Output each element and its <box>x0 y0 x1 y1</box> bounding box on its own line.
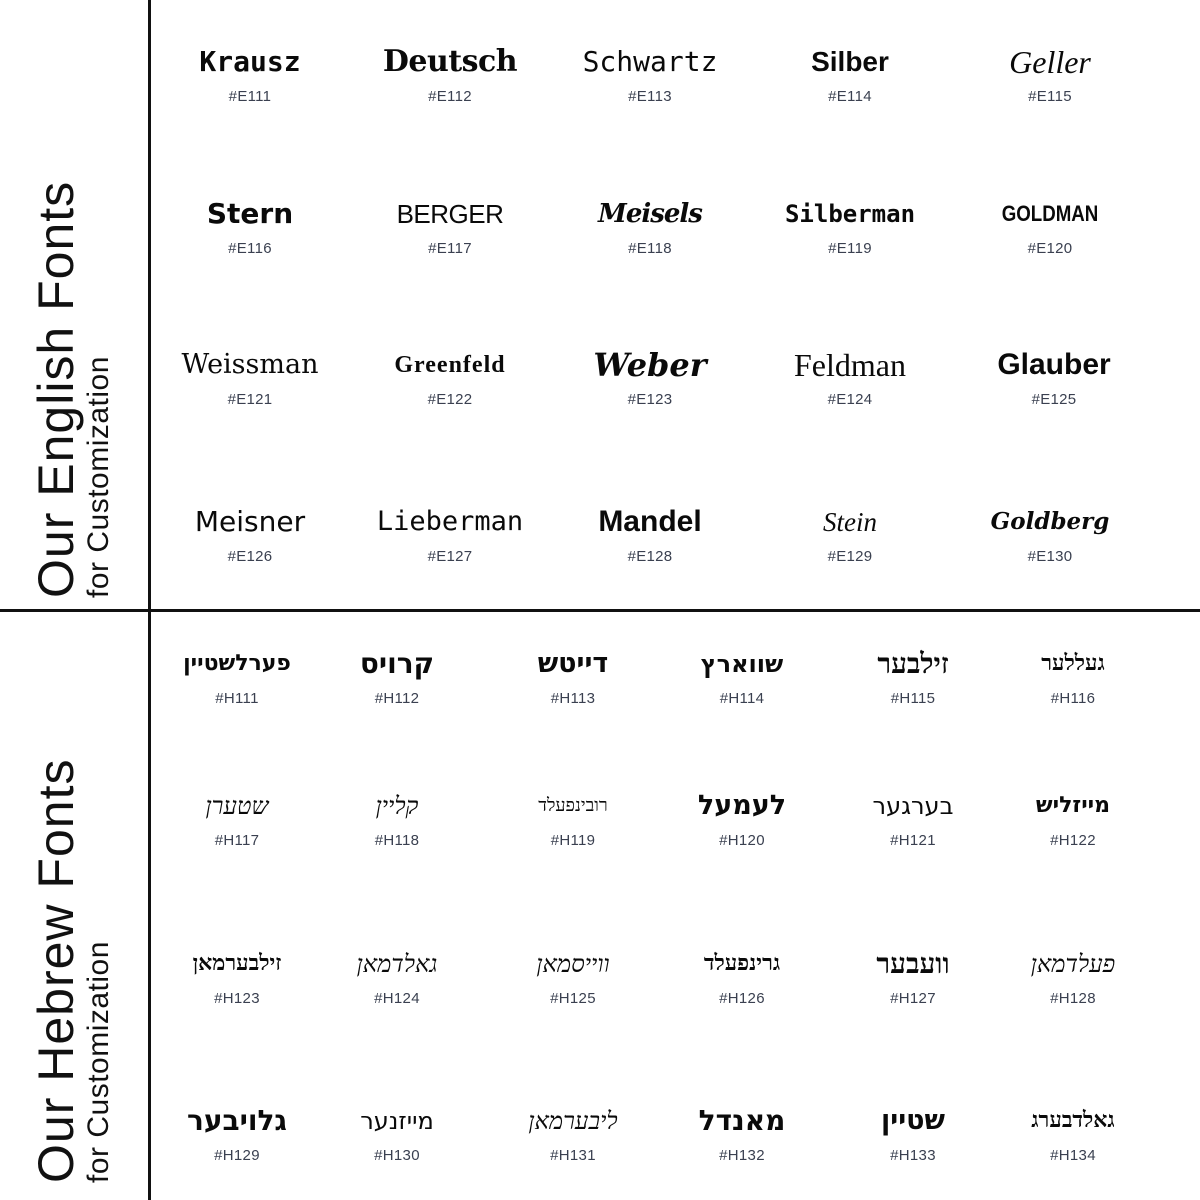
font-sample-h124[interactable] <box>307 942 487 1007</box>
font-name: גלויבער <box>187 1104 287 1137</box>
hebrew-section-subtitle: for Customization <box>82 941 115 1183</box>
font-code: #H127 <box>890 990 936 1007</box>
font-name: Silberman <box>784 200 916 228</box>
font-code: #E113 <box>628 88 672 105</box>
font-name: Mandel <box>598 505 702 538</box>
font-sample-e121[interactable] <box>160 343 340 408</box>
font-sample-e112[interactable] <box>360 40 540 105</box>
font-name: גאלדבערג <box>1031 1108 1115 1133</box>
font-sample-e115[interactable] <box>960 40 1140 105</box>
font-name: Greenfeld <box>394 352 506 378</box>
font-code: #E118 <box>628 240 672 257</box>
font-code: #E127 <box>427 548 473 565</box>
font-sample-h115[interactable] <box>823 642 1003 707</box>
font-sample-h129[interactable] <box>147 1099 327 1164</box>
font-code: #E124 <box>827 391 873 408</box>
font-sample-h117[interactable] <box>147 784 327 849</box>
font-sample-h121[interactable] <box>823 784 1003 849</box>
font-name: שווארץ <box>700 650 784 678</box>
font-code: #E122 <box>427 391 473 408</box>
font-name: שטיין <box>881 1105 945 1136</box>
font-sample-h134[interactable] <box>983 1099 1163 1164</box>
font-name: גרינפעלד <box>703 951 781 976</box>
font-name: Deutsch <box>382 44 518 79</box>
font-sample-h130[interactable] <box>307 1099 487 1164</box>
font-name: בערגער <box>872 792 954 820</box>
font-code: #E128 <box>627 548 673 565</box>
font-code: #H130 <box>374 1147 420 1164</box>
font-name: ליבערמאן <box>528 1107 618 1135</box>
font-name: Feldman <box>794 347 906 383</box>
font-code: #H116 <box>1050 690 1096 707</box>
font-code: #H125 <box>550 990 596 1007</box>
font-name: GOLDMAN <box>1001 201 1099 226</box>
font-sample-h120[interactable] <box>652 784 832 849</box>
vertical-divider <box>148 0 151 1200</box>
font-code: #E120 <box>1027 240 1073 257</box>
font-sample-e119[interactable] <box>760 192 940 257</box>
font-name: Glauber <box>997 348 1111 381</box>
font-name: Stein <box>823 507 877 537</box>
font-name: שטערן <box>205 792 269 820</box>
font-code: #H122 <box>1050 832 1096 849</box>
font-sample-h116[interactable] <box>983 642 1163 707</box>
font-code: #H115 <box>890 690 936 707</box>
font-name: Silber <box>811 46 889 77</box>
font-sample-h127[interactable] <box>823 942 1003 1007</box>
font-name: לעמעל <box>697 790 787 821</box>
font-code: #H114 <box>719 690 765 707</box>
font-code: #E123 <box>627 391 673 408</box>
hebrew-section-title: Our Hebrew Fonts <box>28 758 84 1183</box>
font-sample-e114[interactable] <box>760 40 940 105</box>
font-sample-h132[interactable] <box>652 1099 832 1164</box>
font-code: #H124 <box>374 990 420 1007</box>
font-code: #H131 <box>550 1147 596 1164</box>
font-code: #H113 <box>550 690 596 707</box>
font-sample-e118[interactable] <box>560 192 740 257</box>
horizontal-divider <box>0 609 1200 612</box>
font-sample-e125[interactable] <box>964 343 1144 408</box>
font-name: זילבער <box>877 647 949 680</box>
font-name: Meisels <box>598 199 702 229</box>
font-sample-h113[interactable] <box>483 642 663 707</box>
font-name: מייזנער <box>360 1107 434 1135</box>
english-section-title: Our English Fonts <box>28 180 84 598</box>
font-code: #E119 <box>828 240 872 257</box>
font-code: #E121 <box>227 391 273 408</box>
font-sample-h133[interactable] <box>823 1099 1003 1164</box>
font-sample-h126[interactable] <box>652 942 832 1007</box>
font-sample-h111[interactable] <box>147 642 327 707</box>
font-sample-h118[interactable] <box>307 784 487 849</box>
font-code: #H129 <box>214 1147 260 1164</box>
font-name: Weissman <box>181 349 319 380</box>
font-code: #H123 <box>214 990 260 1007</box>
font-sample-e128[interactable] <box>560 500 740 565</box>
font-code: #E129 <box>827 548 873 565</box>
font-sample-h119[interactable] <box>483 784 663 849</box>
font-sample-e127[interactable] <box>360 500 540 565</box>
font-sample-e123[interactable] <box>560 343 740 408</box>
font-sample-e126[interactable] <box>160 500 340 565</box>
font-sample-e113[interactable] <box>560 40 740 105</box>
font-code: #E117 <box>428 240 472 257</box>
font-name: גאלדמאן <box>356 950 438 978</box>
font-name: Weber <box>593 346 707 384</box>
font-sample-h125[interactable] <box>483 942 663 1007</box>
font-code: #H120 <box>719 832 765 849</box>
font-sample-h112[interactable] <box>307 642 487 707</box>
font-sample-h128[interactable] <box>983 942 1163 1007</box>
font-name: Krausz <box>199 45 301 78</box>
font-name: רובינפעלד <box>538 795 608 816</box>
font-name: דייטש <box>537 648 609 679</box>
font-name: מייזליש <box>1035 793 1111 818</box>
english-section-label <box>29 128 119 598</box>
font-sample-e111[interactable] <box>160 40 340 105</box>
font-sample-e130[interactable] <box>960 500 1140 565</box>
font-code: #E126 <box>227 548 273 565</box>
font-code: #H133 <box>890 1147 936 1164</box>
font-code: #H121 <box>890 832 936 849</box>
font-name: Goldberg <box>990 508 1110 535</box>
font-code: #H118 <box>374 832 420 849</box>
font-sample-h114[interactable] <box>652 642 832 707</box>
font-sample-h123[interactable] <box>147 942 327 1007</box>
font-sample-e116[interactable] <box>160 192 340 257</box>
font-sample-e117[interactable] <box>360 192 540 257</box>
font-code: #E130 <box>1027 548 1073 565</box>
font-name: BERGER <box>396 199 504 229</box>
font-name: פעלדמאן <box>1030 950 1116 978</box>
font-code: #E125 <box>1031 391 1077 408</box>
font-code: #E116 <box>228 240 272 257</box>
font-code: #H119 <box>550 832 596 849</box>
font-name: פערלשטיין <box>183 651 291 676</box>
font-code: #E111 <box>228 88 272 105</box>
font-code: #H134 <box>1050 1147 1096 1164</box>
font-code: #E114 <box>828 88 872 105</box>
font-name: Meisner <box>194 505 306 538</box>
font-name: Schwartz <box>582 45 718 78</box>
font-sample-h122[interactable] <box>983 784 1163 849</box>
english-section-subtitle: for Customization <box>82 356 115 598</box>
font-name: געללער <box>1041 651 1105 676</box>
font-sample-e120[interactable] <box>960 192 1140 257</box>
font-code: #H117 <box>214 832 260 849</box>
font-name: זילבערמאן <box>192 951 282 976</box>
font-code: #E115 <box>1028 88 1072 105</box>
font-sample-e124[interactable] <box>760 343 940 408</box>
font-code: #H128 <box>1050 990 1096 1007</box>
font-sample-e122[interactable] <box>360 343 540 408</box>
font-name: וועבער <box>876 947 950 980</box>
font-name: קליין <box>375 792 419 820</box>
font-code: #H112 <box>374 690 420 707</box>
font-code: #H126 <box>719 990 765 1007</box>
font-sample-h131[interactable] <box>483 1099 663 1164</box>
font-code: #E112 <box>428 88 472 105</box>
font-code: #H111 <box>215 690 259 707</box>
font-name: קרויס <box>359 647 435 680</box>
font-name: מאנדל <box>698 1104 786 1137</box>
hebrew-section-label <box>29 713 119 1183</box>
font-name: ווייסמאן <box>536 950 610 978</box>
font-code: #H132 <box>719 1147 765 1164</box>
font-name: Stern <box>206 197 294 230</box>
font-name: Geller <box>1009 44 1091 80</box>
font-name: Lieberman <box>376 506 524 537</box>
font-sample-e129[interactable] <box>760 500 940 565</box>
